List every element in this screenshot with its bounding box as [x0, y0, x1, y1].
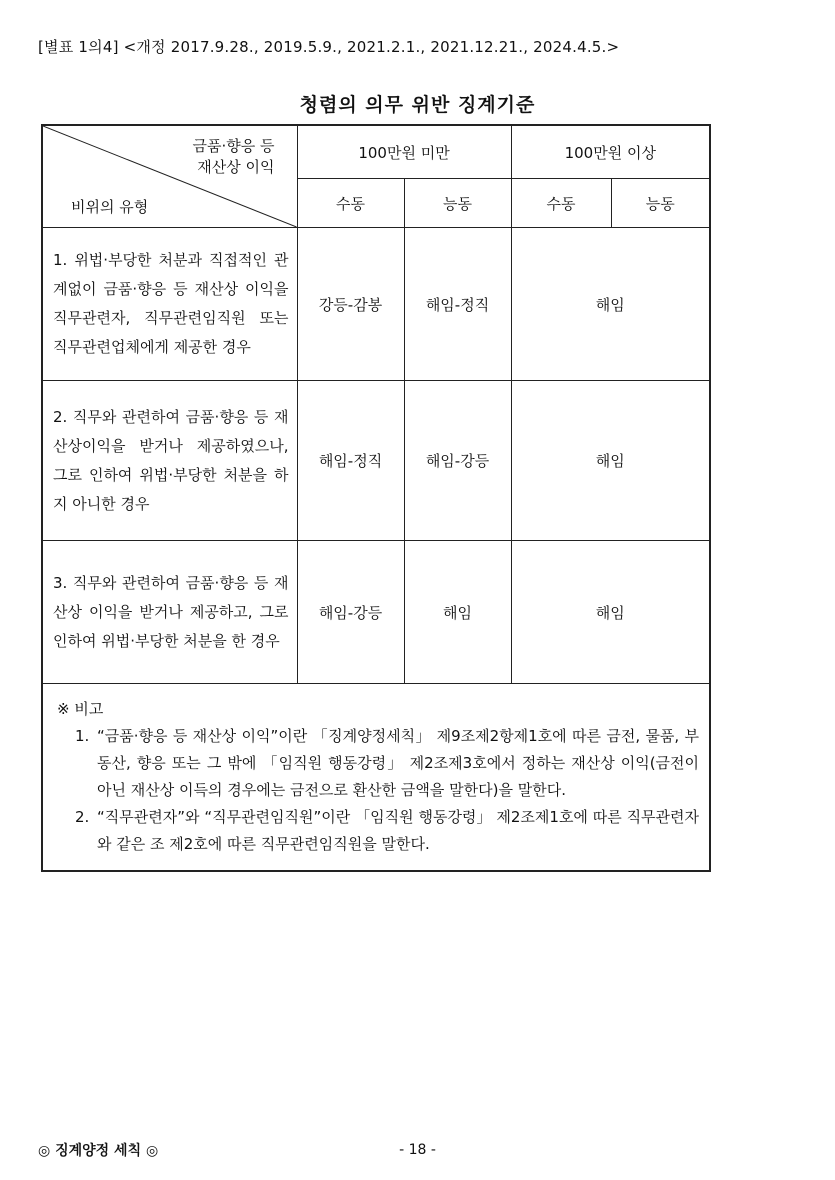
table-row	[42, 541, 710, 684]
penalty-under-passive: 해임-정직	[297, 381, 404, 541]
remarks-section	[42, 684, 710, 872]
page-number: - 18 -	[399, 1142, 436, 1158]
violation-type: 3. 직무와 관련하여 금품·향응 등 재산상 이익을 받거나 제공하고, 그로 인하여 위법·부당한 처분을 한 경우	[42, 541, 297, 684]
penalty-under-passive: 해임-강등	[297, 541, 404, 684]
passive-header-under: 수동	[297, 179, 404, 228]
table-row	[42, 381, 710, 541]
remark-text: “직무관련자”와 “직무관련임직원”이란 「임직원 행동강령」 제2조제1호에 따른 직무관련자와 같은 조 제2호에 따른 직무관련임직원을 말한다.	[97, 808, 700, 853]
amount-over-header: 100만원 이상	[511, 125, 710, 179]
table-row	[42, 228, 710, 381]
corner-benefit-line1: 금품·향응 등	[192, 137, 275, 155]
corner-benefit-line2: 재산상 이익	[197, 158, 275, 176]
remark-number: 1.	[75, 727, 90, 745]
penalty-under-active: 해임-강등	[404, 381, 511, 541]
active-header-over: 능동	[611, 179, 710, 228]
disciplinary-standards-table	[41, 124, 711, 872]
remark-number: 2.	[75, 808, 90, 826]
passive-header-over: 수동	[511, 179, 611, 228]
violation-type: 1. 위법·부당한 처분과 직접적인 관계없이 금품·향응 등 재산상 이익을 직무관련자, 직무관련임직원 또는 직무관련업체에게 제공한 경우	[42, 228, 297, 381]
remark-text: “금품·향응 등 재산상 이익”이란 「징계양정세칙」 제9조제2항제1호에 따른 금전, 물품, 부동산, 향응 또는 그 밖에 「임직원 행동강령」 제2조제3호에서 정하는 재산상 이익(금전이 아닌 재산상 이득의 경우에는 금전으로 환산한 금액을 말한다)을 말한다.	[97, 727, 700, 799]
footer-document-name: ◎ 징계양정 세칙 ◎	[38, 1143, 159, 1159]
remark-item	[75, 723, 699, 804]
penalty-over: 해임	[511, 228, 710, 381]
corner-benefit-label	[193, 136, 275, 178]
penalty-under-passive: 강등-감봉	[297, 228, 404, 381]
corner-type-label: 비위의 유형	[71, 198, 149, 216]
violation-type: 2. 직무와 관련하여 금품·향응 등 재산상이익을 받거나 제공하였으나, 그로 인하여 위법·부당한 처분을 하지 아니한 경우	[42, 381, 297, 541]
penalty-under-active: 해임	[404, 541, 511, 684]
table-corner-header	[42, 125, 297, 228]
remark-item	[75, 804, 699, 858]
amount-under-header: 100만원 미만	[297, 125, 511, 179]
active-header-under: 능동	[404, 179, 511, 228]
penalty-under-active: 해임-정직	[404, 228, 511, 381]
penalty-over: 해임	[511, 381, 710, 541]
amendment-header: [별표 1의4] <개정 2017.9.28., 2019.5.9., 2021.2.1., 2021.12.21., 2024.4.5.>	[38, 38, 620, 56]
remarks-title: ※ 비고	[57, 700, 104, 718]
page-title: 청렴의 의무 위반 징계기준	[299, 94, 536, 116]
penalty-over: 해임	[511, 541, 710, 684]
